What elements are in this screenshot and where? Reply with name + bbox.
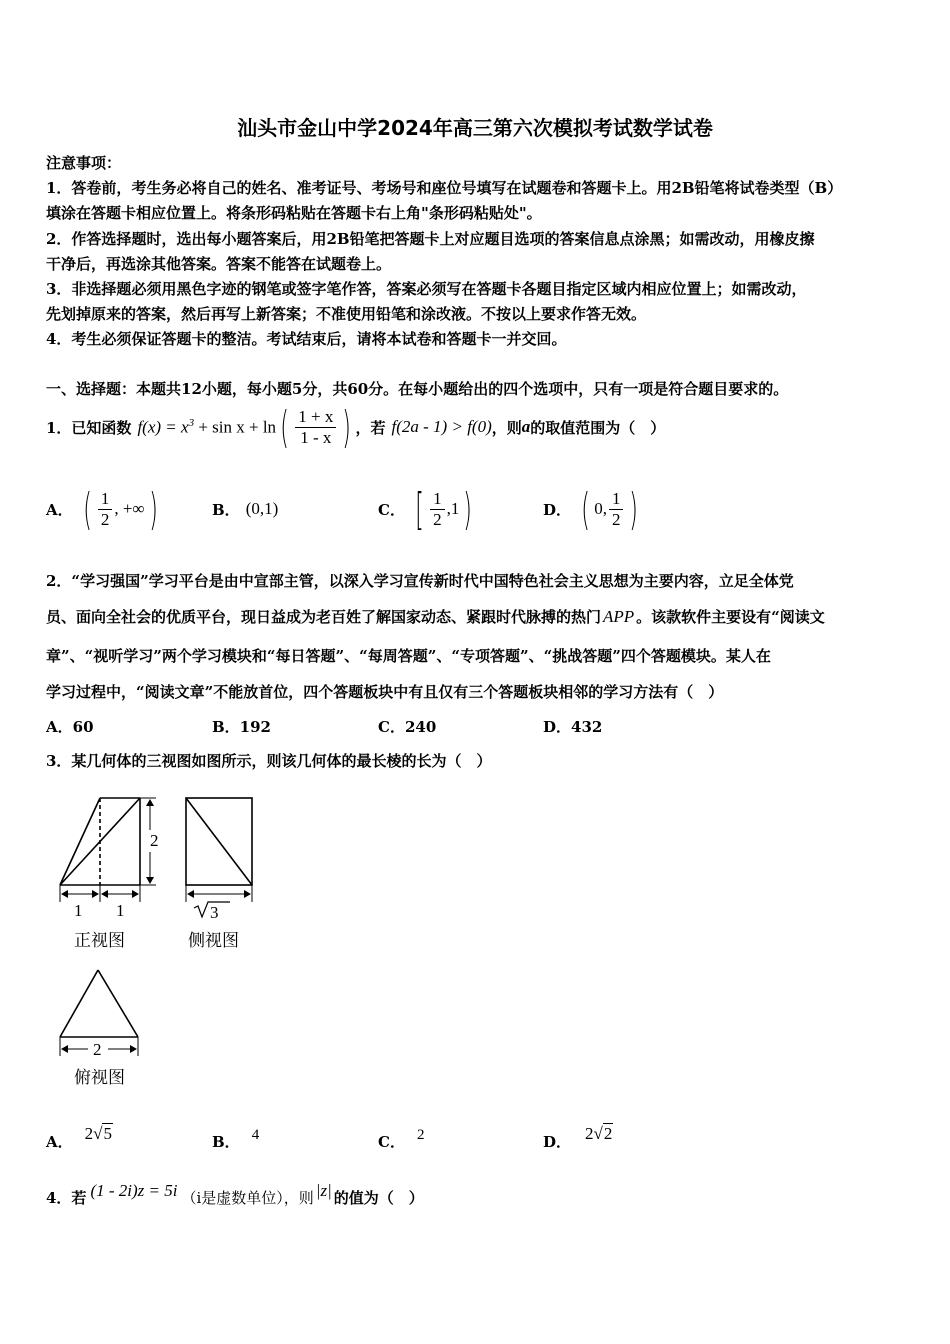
front-caption: 正视图 <box>74 931 125 951</box>
q1-log-fraction: $\frac{1 + x}{1 - x}$ <box>295 407 336 448</box>
q2-option-d[interactable]: D．432 <box>543 718 603 736</box>
front-dim-h: 2 <box>150 831 159 850</box>
notice-line-1: 1．答卷前，考生务必将自己的姓名、准考证号、考场号和座位号填写在试题卷和答题卡上。用2B铅笔将试卷类型（B） <box>46 179 843 197</box>
side-caption: 侧视图 <box>188 931 239 951</box>
q4-equation: (1 - 2i)z = 5i <box>90 1181 178 1200</box>
q1-condition: f(2a - 1) > f(0) <box>391 417 492 436</box>
q1-option-c[interactable]: C． [ $\frac{1}{2}$ ,1 ) <box>378 483 473 535</box>
q1-variable: a <box>521 417 531 436</box>
notice-line-5: 3．非选择题必须用黑色字迹的钢笔或签字笔作答，答案必须写在答题卡各题目指定区域内相应位置上；如需改动， <box>46 280 807 298</box>
q1-prefix: 1．已知函数 <box>46 418 132 437</box>
front-dim-w2: 1 <box>116 901 125 920</box>
page-title: 汕头市金山中学2024年高三第六次模拟考试数学试卷 <box>237 116 713 140</box>
q1-cond-prefix: ，若 <box>355 418 386 437</box>
top-dim-w: 2 <box>93 1040 102 1059</box>
notice-line-6: 先划掉原来的答案，然后再写上新答案；不准使用铅笔和涂改液。不按以上要求作答无效。 <box>46 305 647 323</box>
q1-function: $f(x) = x^3 + \sin x + \ln$ <box>137 416 277 437</box>
q2-option-a[interactable]: A．60 <box>46 718 94 736</box>
q2-option-b[interactable]: B．192 <box>212 718 271 736</box>
notice-line-2: 填涂在答题卡相应位置上。将条形码粘贴在答题卡右上角"条形码粘贴处"。 <box>46 204 542 222</box>
front-dim-w1: 1 <box>74 901 83 920</box>
q3-option-a[interactable]: A． 2√5 <box>46 1124 112 1151</box>
q2-line-3: 章”、“视听学习”两个学习模块和“每日答题”、“每周答题”、“专项答题”、“挑战答题”四个答题模块。某人在 <box>46 647 771 665</box>
section-heading: 一、选择题：本题共12小题，每小题5分，共60分。在每小题给出的四个选项中，只有一项是符合题目要求的。 <box>46 380 789 398</box>
q4-abs-z: |z| <box>315 1181 332 1200</box>
q3-text: 3．某几何体的三视图如图所示，则该几何体的最长棱的长为（ ） <box>46 752 492 770</box>
q2-option-c[interactable]: C．240 <box>378 718 437 736</box>
q3-option-c[interactable]: C． 2 <box>378 1127 425 1151</box>
notice-line-3: 2．作答选择题时，选出每小题答案后，用2B铅笔把答题卡上对应题目选项的答案信息点涂黑；如需改动，用橡皮擦 <box>46 230 815 248</box>
notice-line-4: 干净后，再选涂其他答案。答案不能答在试题卷上。 <box>46 255 392 273</box>
q2-line-1: 2．“学习强国”学习平台是由中宣部主管，以深入学习宣传新时代中国特色社会主义思想为主要内容，立足全体党 <box>46 572 794 590</box>
q2-line-4: 学习过程中，“阅读文章”不能放首位，四个答题板块中有且仅有三个答题板块相邻的学习方法有（ ） <box>46 683 724 701</box>
question-1: 1．已知函数 $f(x) = x^3 + \sin x + \ln$ ( $\frac{1 + x}{1 - x}$ ) ，若 f(2a - 1) > f(0) ，则 a 的取值范围为（ ） <box>46 401 666 453</box>
q3-option-b[interactable]: B． 4 <box>212 1127 260 1151</box>
q1-option-b[interactable]: B． (0,1) <box>212 499 279 519</box>
notice-heading: 注意事项： <box>46 154 122 172</box>
side-view <box>186 798 252 917</box>
side-dim-w: 3 <box>210 903 219 922</box>
question-4: 4．若 (1 - 2i)z = 5i （i是虚数单位），则 |z| 的值为（ ） <box>46 1181 424 1207</box>
q1-option-a[interactable]: A． ( $\frac{1}{2}$ , +∞ ) <box>46 483 158 535</box>
three-views-figure <box>50 790 270 1100</box>
notice-line-7: 4．考生必须保证答题卡的整洁。考试结束后，请将本试卷和答题卡一并交回。 <box>46 330 567 348</box>
q3-option-d[interactable]: D． 2√2 <box>543 1124 613 1151</box>
top-caption: 俯视图 <box>74 1068 125 1088</box>
front-view <box>60 798 156 902</box>
q2-line-2: 员、面向全社会的优质平台，现日益成为老百姓了解国家动态、紧跟时代脉搏的热门 APP 。该款软件主要设有“阅读文 <box>46 607 825 626</box>
q1-option-d[interactable]: D． ( 0, $\frac{1}{2}$ ) <box>543 483 639 535</box>
